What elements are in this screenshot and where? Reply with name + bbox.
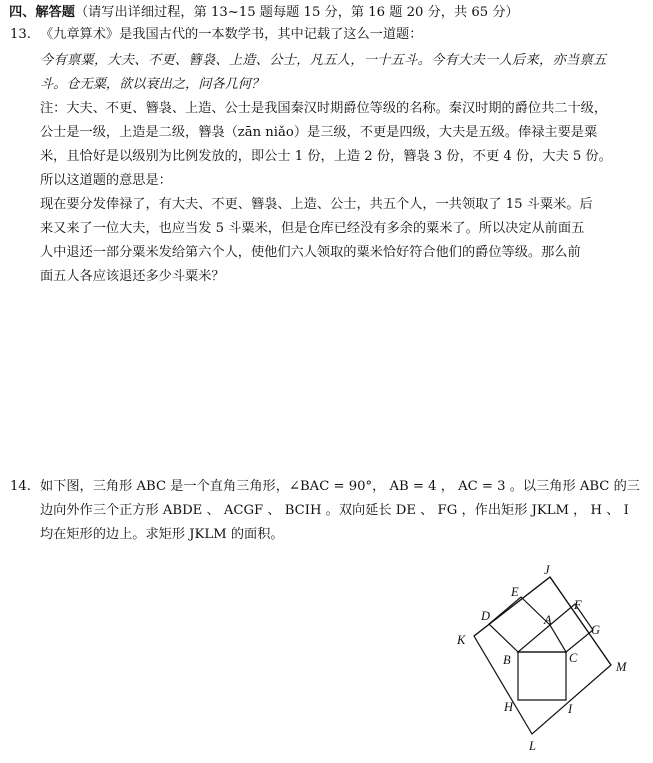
label-g: G — [591, 623, 601, 637]
triangle-abc — [518, 625, 566, 652]
section-header — [9, 2, 519, 24]
q14-line-3: 均在矩形的边上。求矩形 JKLM 的面积。 — [40, 527, 284, 542]
geometry-figure — [445, 560, 645, 760]
label-a: A — [544, 613, 552, 627]
label-i: I — [568, 702, 573, 716]
label-j: J — [544, 563, 550, 577]
label-l: L — [529, 739, 536, 753]
square-acgf — [550, 604, 593, 652]
section-title: 四、解答题 — [9, 5, 75, 20]
q13-note-line-4: 所以这道题的意思是： — [40, 173, 172, 188]
q13-note-line-6: 来又来了一位大夫，也应当发 5 斗粟米，但是仓库已经没有多余的粟米了。所以决定从前面五 — [40, 221, 585, 236]
q14-line-2: 边向外作三个正方形 ABDE 、 ACGF 、 BCIH 。双向延长 DE 、 FG ，作出矩形 JKLM ， H 、 I — [40, 503, 629, 518]
q14-number: 14. — [10, 479, 31, 494]
q13-note-line-2: 公士是一级，上造是二级，簪袅（zān niǎo）是三级，不更是四级，大夫是五级。俸禄主要是粟 — [40, 125, 598, 140]
square-bcih — [518, 652, 566, 700]
label-c: C — [569, 651, 578, 665]
label-m: M — [616, 660, 627, 674]
label-h: H — [504, 700, 514, 714]
q14-line-1: 如下图，三角形 ABC 是一个直角三角形，∠BAC = 90°， AB = 4 ， AC = 3 。以三角形 ABC 的三 — [40, 479, 640, 494]
label-e: E — [511, 585, 519, 599]
label-f: F — [574, 598, 582, 612]
q13-note-line-1: 注：大夫、不更、簪袅、上造、公士是我国秦汉时期爵位等级的名称。秦汉时期的爵位共二十级， — [40, 101, 608, 116]
label-d: D — [481, 609, 491, 623]
q13-classical-line-1: 今有禀粟，大夫、不更、簪袅、上造、公士，凡五人，一十五斗。今有大夫一人后来，亦当禀五 — [40, 53, 607, 68]
q13-classical-line-2: 斗。仓无粟，欲以衰出之，问各几何？ — [40, 77, 265, 92]
square-abde — [489, 597, 550, 652]
label-b: B — [503, 653, 511, 667]
q13-note-line-7: 人中退还一部分粟米发给第六个人，使他们六人领取的粟米恰好符合他们的爵位等级。那么前 — [40, 245, 581, 260]
q13-note-line-8: 面五人各应该退还多少斗粟米？ — [40, 269, 225, 284]
q13-intro: 《九章算术》是我国古代的一本数学书，其中记载了这么一道题： — [40, 27, 423, 42]
rectangle-jklm — [474, 577, 611, 734]
q13-note-line-5: 现在要分发俸禄了，有大夫、不更、簪袅、上造、公士，共五个人，一共领取了 15 斗粟米。后 — [40, 197, 593, 212]
label-k: K — [457, 633, 466, 647]
q13-number: 13. — [10, 27, 31, 42]
q13-note-line-3: 米，且恰好是以级别为比例发放的，即公士 1 份，上造 2 份，簪袅 3 份，不更 4 份，大夫 5 份。 — [40, 149, 612, 164]
section-note: （请写出详细过程，第 13~15 题每题 15 分，第 16 题 20 分，共 65 分） — [74, 5, 519, 20]
